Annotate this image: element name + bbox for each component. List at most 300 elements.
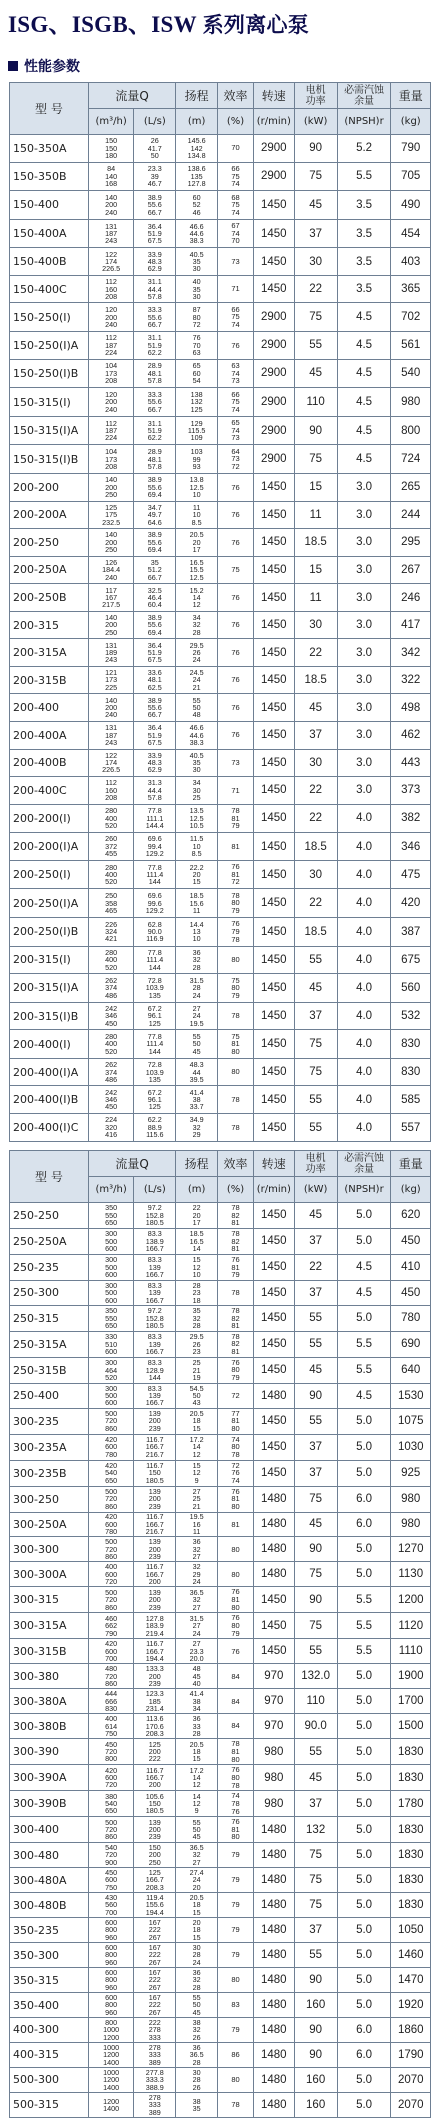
npsh-cell: 5.0	[337, 1791, 391, 1817]
model-cell: 250-400	[10, 1383, 89, 1408]
power-cell: 132.0	[294, 1664, 337, 1689]
model-cell: 300-315	[10, 1587, 89, 1613]
flow-ls-cell: 83.3 128.9 144	[134, 1357, 176, 1383]
header-weight: 重量	[391, 1151, 431, 1177]
npsh-cell: 5.5	[337, 1357, 391, 1383]
efficiency-cell: 77 81 80	[218, 1408, 254, 1434]
npsh-cell: 3.5	[337, 191, 391, 220]
flow-ls-cell: 38.9 55.6 69.4	[134, 529, 176, 557]
flow-m3h-cell: 104 173 208	[88, 359, 133, 388]
model-cell: 200-400	[10, 694, 89, 722]
table-row	[10, 1408, 431, 1434]
efficiency-cell: 78 80 79	[218, 889, 254, 918]
power-cell: 15	[294, 556, 337, 584]
npsh-cell: 6.0	[337, 2042, 391, 2067]
header-power-unit: (kW)	[294, 1177, 337, 1203]
model-cell: 200-315A	[10, 639, 89, 667]
npsh-cell: 3.0	[337, 474, 391, 502]
weight-cell: 410	[391, 1254, 431, 1280]
npsh-cell: 4.5	[337, 359, 391, 388]
header-eff-unit: (%)	[218, 1177, 254, 1203]
power-cell: 45	[294, 1203, 337, 1229]
weight-cell: 800	[391, 416, 431, 445]
flow-m3h-cell: 280 400 520	[88, 860, 133, 889]
table-row	[10, 388, 431, 417]
weight-cell: 246	[391, 584, 431, 612]
npsh-cell: 4.0	[337, 946, 391, 974]
table-row	[10, 1331, 431, 1357]
table-row	[10, 1587, 431, 1613]
power-cell: 90.0	[294, 1714, 337, 1739]
npsh-cell: 5.0	[337, 1943, 391, 1968]
header-efficiency: 效率	[218, 1151, 254, 1177]
flow-m3h-cell: 300 500 600	[88, 1228, 133, 1254]
efficiency-cell: 63 74 73	[218, 359, 254, 388]
weight-cell: 1460	[391, 1943, 431, 1968]
flow-m3h-cell: 112 187 224	[88, 332, 133, 360]
header-head: 扬程	[176, 1151, 218, 1177]
table-row	[10, 359, 431, 388]
table-row	[10, 833, 431, 861]
speed-cell: 1480	[253, 1383, 294, 1408]
head-cell: 27 24 19.5	[176, 1002, 218, 1030]
flow-m3h-cell: 500 720 860	[88, 1408, 133, 1434]
efficiency-cell: 75 81 80	[218, 1030, 254, 1059]
head-cell: 60 52 46	[176, 191, 218, 220]
speed-cell: 1450	[253, 889, 294, 918]
head-cell: 40.5 35 30	[176, 248, 218, 276]
npsh-cell: 3.0	[337, 694, 391, 722]
flow-m3h-cell: 140 200 240	[88, 694, 133, 722]
model-cell: 150-250(I)B	[10, 359, 89, 388]
flow-m3h-cell: 112 160 208	[88, 777, 133, 805]
weight-cell: 1530	[391, 1383, 431, 1408]
efficiency-cell: 76	[218, 1639, 254, 1664]
power-cell: 160	[294, 2067, 337, 2092]
head-cell: 36 33 28	[176, 1714, 218, 1739]
power-cell: 132	[294, 1817, 337, 1843]
flow-m3h-cell: 800 1000 1200	[88, 2018, 133, 2043]
efficiency-cell: 81	[218, 833, 254, 861]
table-row	[10, 1203, 431, 1229]
npsh-cell: 4.0	[337, 918, 391, 947]
npsh-cell: 3.5	[337, 248, 391, 276]
flow-ls-cell: 113.6 170.6 208.3	[134, 1714, 176, 1739]
weight-cell: 295	[391, 529, 431, 557]
flow-m3h-cell: 122 174 226.5	[88, 749, 133, 777]
speed-cell: 1450	[253, 721, 294, 749]
power-cell: 11	[294, 584, 337, 612]
flow-m3h-cell: 260 372 455	[88, 833, 133, 861]
speed-cell: 1450	[253, 1357, 294, 1383]
power-cell: 30	[294, 749, 337, 777]
flow-m3h-cell: 84 140 168	[88, 162, 133, 191]
power-cell: 75	[294, 1893, 337, 1918]
table-row	[10, 332, 431, 360]
weight-cell: 1790	[391, 2042, 431, 2067]
speed-cell: 1450	[253, 1434, 294, 1460]
weight-cell: 498	[391, 694, 431, 722]
speed-cell: 1450	[253, 1613, 294, 1639]
model-cell: 250-315B	[10, 1357, 89, 1383]
head-cell: 28 23 18	[176, 1280, 218, 1305]
flow-m3h-cell: 500 720 860	[88, 1486, 133, 1512]
power-cell: 55	[294, 946, 337, 974]
power-cell: 45	[294, 974, 337, 1003]
power-cell: 45	[294, 694, 337, 722]
npsh-cell: 4.5	[337, 388, 391, 417]
flow-ls-cell: 31.1 44.4 57.8	[134, 275, 176, 303]
table-row	[10, 749, 431, 777]
model-cell: 200-400(I)B	[10, 1086, 89, 1114]
model-cell: 200-200(I)	[10, 804, 89, 833]
flow-ls-cell: 127.8 183.9 219.4	[134, 1613, 176, 1639]
head-cell: 13.5 12.5 10.5	[176, 804, 218, 833]
speed-cell: 1480	[253, 1562, 294, 1587]
header-flow-m3h: (m³/h)	[88, 1177, 133, 1203]
flow-ls-cell: 116.7 166.7 194.4	[134, 1639, 176, 1664]
npsh-cell: 5.0	[337, 1562, 391, 1587]
head-cell: 38 32 26	[176, 2018, 218, 2043]
npsh-cell: 4.5	[337, 1254, 391, 1280]
model-cell: 200-400(I)A	[10, 1058, 89, 1086]
speed-cell: 2900	[253, 445, 294, 474]
power-cell: 90	[294, 2018, 337, 2043]
flow-m3h-cell: 122 174 226.5	[88, 248, 133, 276]
npsh-cell: 3.0	[337, 584, 391, 612]
power-cell: 90	[294, 1968, 337, 1993]
npsh-cell: 4.5	[337, 416, 391, 445]
speed-cell: 1450	[253, 918, 294, 947]
weight-cell: 724	[391, 445, 431, 474]
power-cell: 55	[294, 1331, 337, 1357]
power-cell: 37	[294, 1791, 337, 1817]
model-cell: 300-250A	[10, 1512, 89, 1537]
model-cell: 300-380A	[10, 1689, 89, 1714]
speed-cell: 1450	[253, 1408, 294, 1434]
efficiency-cell: 76	[218, 611, 254, 639]
flow-m3h-cell: 140 200 240	[88, 191, 133, 220]
efficiency-cell: 73	[218, 749, 254, 777]
flow-m3h-cell: 1000 1200 1400	[88, 2042, 133, 2067]
weight-cell: 702	[391, 303, 431, 332]
weight-cell: 690	[391, 1331, 431, 1357]
speed-cell: 1450	[253, 804, 294, 833]
efficiency-cell: 80	[218, 1058, 254, 1086]
head-cell: 38 35	[176, 2092, 218, 2117]
flow-m3h-cell: 131 187 243	[88, 721, 133, 749]
efficiency-cell: 80	[218, 946, 254, 974]
flow-m3h-cell: 300 500 600	[88, 1383, 133, 1408]
weight-cell: 1120	[391, 1613, 431, 1639]
npsh-cell: 4.0	[337, 1058, 391, 1086]
npsh-cell: 5.0	[337, 1537, 391, 1562]
flow-ls-cell: 83.3 139 166.7	[134, 1383, 176, 1408]
power-cell: 160	[294, 2092, 337, 2117]
header-flow: 流量Q	[88, 1151, 175, 1177]
speed-cell: 2900	[253, 332, 294, 360]
flow-m3h-cell: 280 400 520	[88, 946, 133, 974]
weight-cell: 373	[391, 777, 431, 805]
model-cell: 200-315(I)A	[10, 974, 89, 1003]
header-power-unit: (kW)	[294, 109, 337, 135]
npsh-cell: 6.0	[337, 2018, 391, 2043]
efficiency-cell: 71	[218, 275, 254, 303]
header-weight-unit: (kg)	[391, 1177, 431, 1203]
power-cell: 90	[294, 2042, 337, 2067]
weight-cell: 1780	[391, 1791, 431, 1817]
head-cell: 32 29 24	[176, 1562, 218, 1587]
power-cell: 90	[294, 1537, 337, 1562]
flow-ls-cell: 119.4 155.6 194.4	[134, 1893, 176, 1918]
flow-m3h-cell: 140 200 250	[88, 611, 133, 639]
model-cell: 300-300	[10, 1537, 89, 1562]
flow-m3h-cell: 350 550 650	[88, 1305, 133, 1331]
head-cell: 11.5 10 8.5	[176, 833, 218, 861]
model-cell: 250-300	[10, 1280, 89, 1305]
header-speed-unit: (r/min)	[253, 109, 294, 135]
header-model: 型 号	[10, 83, 89, 135]
flow-m3h-cell: 140 200 250	[88, 529, 133, 557]
npsh-cell: 4.0	[337, 1002, 391, 1030]
efficiency-cell: 78	[218, 1086, 254, 1114]
flow-m3h-cell: 540 720 900	[88, 1843, 133, 1868]
speed-cell: 1450	[253, 1639, 294, 1664]
flow-m3h-cell: 600 800 960	[88, 1968, 133, 1993]
npsh-cell: 3.0	[337, 666, 391, 694]
npsh-cell: 5.0	[337, 1765, 391, 1791]
head-cell: 87 80 72	[176, 303, 218, 332]
power-cell: 90	[294, 416, 337, 445]
flow-ls-cell: 69.6 99.6 129.2	[134, 889, 176, 918]
weight-cell: 1050	[391, 1918, 431, 1943]
flow-m3h-cell: 262 374 486	[88, 1058, 133, 1086]
model-cell: 300-235A	[10, 1434, 89, 1460]
npsh-cell: 6.0	[337, 1486, 391, 1512]
npsh-cell: 3.0	[337, 556, 391, 584]
power-cell: 110	[294, 388, 337, 417]
power-cell: 75	[294, 1058, 337, 1086]
model-cell: 200-250(I)	[10, 860, 89, 889]
power-cell: 75	[294, 162, 337, 191]
weight-cell: 640	[391, 1357, 431, 1383]
flow-ls-cell: 139 200 239	[134, 1817, 176, 1843]
npsh-cell: 3.0	[337, 749, 391, 777]
speed-cell: 1480	[253, 1843, 294, 1868]
speed-cell: 1450	[253, 611, 294, 639]
efficiency-cell: 66 75 74	[218, 388, 254, 417]
table-row	[10, 1086, 431, 1114]
power-cell: 30	[294, 248, 337, 276]
speed-cell: 1450	[253, 666, 294, 694]
efficiency-cell: 76	[218, 474, 254, 502]
power-cell: 11	[294, 501, 337, 529]
npsh-cell: 5.0	[337, 1305, 391, 1331]
model-cell: 300-480B	[10, 1893, 89, 1918]
power-cell: 37	[294, 1918, 337, 1943]
head-cell: 55 50 45	[176, 1993, 218, 2018]
weight-cell: 1830	[391, 1765, 431, 1791]
table-row	[10, 2092, 431, 2117]
speed-cell: 1450	[253, 860, 294, 889]
head-cell: 20.5 18 15	[176, 1893, 218, 1918]
head-cell: 65 60 54	[176, 359, 218, 388]
speed-cell: 1480	[253, 1993, 294, 2018]
flow-ls-cell: 123.3 185 231.4	[134, 1689, 176, 1714]
flow-ls-cell: 62.2 88.9 115.6	[134, 1114, 176, 1142]
npsh-cell: 3.0	[337, 777, 391, 805]
flow-ls-cell: 72.8 103.9 135	[134, 974, 176, 1003]
flow-ls-cell: 33.3 55.6 66.7	[134, 388, 176, 417]
weight-cell: 387	[391, 918, 431, 947]
head-cell: 55 50 45	[176, 1030, 218, 1059]
speed-cell: 1450	[253, 1228, 294, 1254]
power-cell: 22	[294, 889, 337, 918]
speed-cell: 1480	[253, 1512, 294, 1537]
flow-ls-cell: 28.9 48.1 57.8	[134, 445, 176, 474]
flow-ls-cell: 277.8 333.3 388.9	[134, 2067, 176, 2092]
weight-cell: 1830	[391, 1868, 431, 1893]
efficiency-cell: 76 80 79	[218, 1357, 254, 1383]
model-cell: 200-250	[10, 529, 89, 557]
efficiency-cell: 83	[218, 1993, 254, 2018]
flow-m3h-cell: 112 160 208	[88, 275, 133, 303]
speed-cell: 1450	[253, 639, 294, 667]
model-cell: 150-400	[10, 191, 89, 220]
flow-m3h-cell: 104 173 208	[88, 445, 133, 474]
head-cell: 16.5 15.5 12.5	[176, 556, 218, 584]
flow-ls-cell: 222 278 333	[134, 2018, 176, 2043]
npsh-cell: 5.0	[337, 1664, 391, 1689]
power-cell: 30	[294, 860, 337, 889]
table-row	[10, 474, 431, 502]
head-cell: 20.5 20 17	[176, 529, 218, 557]
flow-ls-cell: 33.9 48.3 62.9	[134, 248, 176, 276]
weight-cell: 1270	[391, 1537, 431, 1562]
npsh-cell: 3.0	[337, 611, 391, 639]
flow-m3h-cell: 420 600 780	[88, 1434, 133, 1460]
head-cell: 27 25 21	[176, 1486, 218, 1512]
power-cell: 18.5	[294, 833, 337, 861]
flow-m3h-cell: 420 600 720	[88, 1765, 133, 1791]
table-row	[10, 974, 431, 1003]
power-cell: 45	[294, 1357, 337, 1383]
weight-cell: 620	[391, 1203, 431, 1229]
model-cell: 500-315	[10, 2092, 89, 2117]
table-row	[10, 584, 431, 612]
speed-cell: 1480	[253, 2092, 294, 2117]
head-cell: 13.8 12.5 10	[176, 474, 218, 502]
weight-cell: 417	[391, 611, 431, 639]
head-cell: 17.2 14 12	[176, 1765, 218, 1791]
power-cell: 22	[294, 275, 337, 303]
weight-cell: 1830	[391, 1843, 431, 1868]
flow-ls-cell: 139 200 239	[134, 1408, 176, 1434]
flow-ls-cell: 83.3 138.9 166.7	[134, 1228, 176, 1254]
flow-m3h-cell: 444 666 830	[88, 1689, 133, 1714]
efficiency-cell: 70	[218, 135, 254, 163]
flow-ls-cell: 33.6 48.1 62.5	[134, 666, 176, 694]
head-cell: 34 30 25	[176, 777, 218, 805]
weight-cell: 1900	[391, 1664, 431, 1689]
speed-cell: 1450	[253, 946, 294, 974]
head-cell: 31.5 27 24	[176, 1613, 218, 1639]
header-speed: 转速	[253, 1151, 294, 1177]
efficiency-cell: 76	[218, 529, 254, 557]
npsh-cell: 5.5	[337, 162, 391, 191]
head-cell: 103 99 93	[176, 445, 218, 474]
model-cell: 200-250(I)A	[10, 889, 89, 918]
speed-cell: 1480	[253, 1817, 294, 1843]
speed-cell: 1450	[253, 833, 294, 861]
table-row	[10, 1383, 431, 1408]
npsh-cell: 3.0	[337, 529, 391, 557]
power-cell: 22	[294, 639, 337, 667]
flow-m3h-cell: 280 400 520	[88, 1030, 133, 1059]
model-cell: 200-315(I)B	[10, 1002, 89, 1030]
speed-cell: 970	[253, 1689, 294, 1714]
flow-ls-cell: 72.8 103.9 135	[134, 1058, 176, 1086]
table-row	[10, 1791, 431, 1817]
speed-cell: 980	[253, 1765, 294, 1791]
npsh-cell: 4.0	[337, 889, 391, 918]
flow-ls-cell: 38.9 55.6 66.7	[134, 191, 176, 220]
power-cell: 55	[294, 1739, 337, 1765]
model-cell: 300-250	[10, 1486, 89, 1512]
model-cell: 150-250(I)A	[10, 332, 89, 360]
speed-cell: 1450	[253, 1030, 294, 1059]
flow-ls-cell: 97.2 152.8 180.5	[134, 1305, 176, 1331]
flow-ls-cell: 31.1 51.9 62.2	[134, 416, 176, 445]
npsh-cell: 3.5	[337, 275, 391, 303]
npsh-cell: 4.0	[337, 1086, 391, 1114]
power-cell: 75	[294, 1030, 337, 1059]
head-cell: 46.6 44.6 38.3	[176, 219, 218, 248]
weight-cell: 454	[391, 219, 431, 248]
table-row	[10, 2042, 431, 2067]
model-cell: 200-200(I)A	[10, 833, 89, 861]
head-cell: 36.5 32 27	[176, 1587, 218, 1613]
head-cell: 54.5 50 43	[176, 1383, 218, 1408]
header-eff-unit: (%)	[218, 109, 254, 135]
weight-cell: 561	[391, 332, 431, 360]
flow-m3h-cell: 117 167 217.5	[88, 584, 133, 612]
speed-cell: 2900	[253, 303, 294, 332]
head-cell: 18.5 15.6 11	[176, 889, 218, 918]
head-cell: 27.4 24 20	[176, 1868, 218, 1893]
head-cell: 129 115.5 109	[176, 416, 218, 445]
speed-cell: 1480	[253, 1943, 294, 1968]
flow-ls-cell: 133.3 200 239	[134, 1664, 176, 1689]
weight-cell: 585	[391, 1086, 431, 1114]
model-cell: 150-315(I)	[10, 388, 89, 417]
flow-ls-cell: 116.7 166.7 200	[134, 1562, 176, 1587]
efficiency-cell: 76 81 80	[218, 1587, 254, 1613]
efficiency-cell: 76	[218, 721, 254, 749]
npsh-cell: 4.0	[337, 860, 391, 889]
npsh-cell: 6.0	[337, 1512, 391, 1537]
flow-ls-cell: 26 41.7 50	[134, 135, 176, 163]
table-row	[10, 1357, 431, 1383]
flow-ls-cell: 77.8 111.1 144.4	[134, 804, 176, 833]
npsh-cell: 5.0	[337, 1817, 391, 1843]
flow-ls-cell: 33.3 55.6 66.7	[134, 303, 176, 332]
efficiency-cell: 72	[218, 1383, 254, 1408]
flow-m3h-cell: 300 500 600	[88, 1254, 133, 1280]
efficiency-cell: 79	[218, 1843, 254, 1868]
model-cell: 250-250A	[10, 1228, 89, 1254]
table-row	[10, 1114, 431, 1142]
